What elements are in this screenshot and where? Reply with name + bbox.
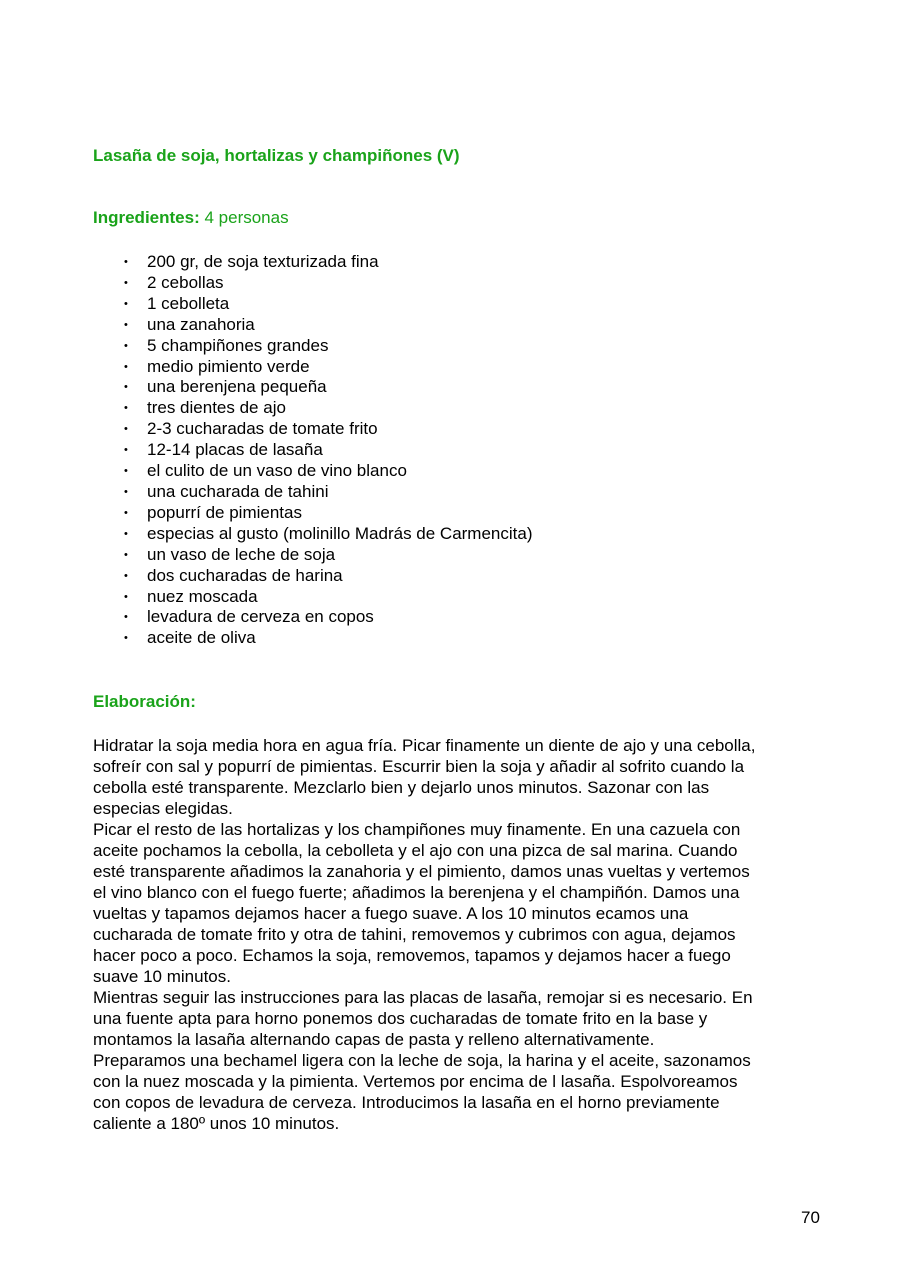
- ingredient-item: [124, 357, 533, 378]
- elaboration-line: Preparamos una bechamel ligera con la leche de soja, la harina y el aceite, sazonamos: [93, 1051, 751, 1070]
- ingredient-item: [124, 461, 533, 482]
- elaboration-heading: Elaboración:: [93, 692, 196, 711]
- elaboration-text: [93, 735, 755, 1134]
- bullet-icon: •: [124, 590, 128, 603]
- elaboration-line: el vino blanco con el fuego fuerte; añadimos la berenjena y el champiñón. Damos una: [93, 883, 740, 902]
- ingredient-item: [124, 336, 533, 357]
- bullet-icon: •: [124, 444, 128, 457]
- ingredients-heading: [93, 208, 289, 228]
- ingredient-item: [124, 294, 533, 315]
- ingredient-text: 2-3 cucharadas de tomate frito: [147, 419, 378, 439]
- bullet-icon: •: [124, 506, 128, 519]
- ingredient-text: tres dientes de ajo: [147, 398, 286, 418]
- elaboration-line: Picar el resto de las hortalizas y los champiñones muy finamente. En una cazuela con: [93, 820, 741, 839]
- bullet-icon: •: [124, 402, 128, 415]
- ingredient-text: un vaso de leche de soja: [147, 544, 336, 564]
- bullet-icon: •: [124, 632, 128, 645]
- elaboration-line: cebolla esté transparente. Mezclarlo bien y dejarlo unos minutos. Sazonar con las: [93, 778, 710, 797]
- ingredient-text: popurrí de pimientas: [147, 502, 302, 522]
- elaboration-line: suave 10 minutos.: [93, 967, 231, 986]
- bullet-icon: •: [124, 360, 128, 373]
- ingredient-item: [124, 398, 533, 419]
- servings: 4 personas: [204, 208, 289, 227]
- elaboration-line: aceite pochamos la cebolla, la cebolleta y el ajo con una pizca de sal marina. Cuando: [93, 841, 738, 860]
- elaboration-line: montamos la lasaña alternando capas de pasta y relleno alternativamente.: [93, 1030, 655, 1049]
- bullet-icon: •: [124, 297, 128, 310]
- ingredient-item: [124, 587, 533, 608]
- ingredient-text: 12-14 placas de lasaña: [147, 440, 323, 460]
- ingredient-text: una berenjena pequeña: [147, 377, 327, 397]
- ingredients-label: Ingredientes:: [93, 208, 200, 227]
- bullet-icon: •: [124, 465, 128, 478]
- ingredient-item: [124, 628, 533, 649]
- bullet-icon: •: [124, 256, 128, 268]
- bullet-icon: •: [124, 276, 128, 289]
- ingredient-text: 2 cebollas: [147, 272, 224, 292]
- elaboration-line: con la nuez moscada y la pimienta. Vertemos por encima de l lasaña. Espolvoreamos: [93, 1072, 738, 1091]
- ingredient-text: una cucharada de tahini: [147, 481, 329, 501]
- ingredient-item: [124, 524, 533, 545]
- elaboration-line: sofreír con sal y popurrí de pimientas. Escurrir bien la soja y añadir al sofrito cuando la: [93, 757, 745, 776]
- ingredient-item: [124, 607, 533, 628]
- ingredient-text: 200 gr, de soja texturizada fina: [147, 252, 379, 271]
- ingredient-text: medio pimiento verde: [147, 356, 310, 376]
- bullet-icon: •: [124, 527, 128, 540]
- ingredient-item: [124, 566, 533, 587]
- bullet-icon: •: [124, 569, 128, 582]
- ingredient-text: dos cucharadas de harina: [147, 565, 343, 585]
- ingredient-item: [124, 419, 533, 440]
- ingredient-item: [124, 440, 533, 461]
- ingredient-item: [124, 482, 533, 503]
- ingredient-item: [124, 273, 533, 294]
- elaboration-line: hacer poco a poco. Echamos la soja, removemos, tapamos y dejamos hacer a fuego: [93, 946, 731, 965]
- bullet-icon: •: [124, 485, 128, 498]
- ingredient-text: nuez moscada: [147, 586, 258, 606]
- ingredient-text: aceite de oliva: [147, 628, 256, 648]
- page-number: 70: [801, 1208, 820, 1227]
- ingredient-item: [124, 315, 533, 336]
- elaboration-line: Hidratar la soja media hora en agua fría. Picar finamente un diente de ajo y una cebolla,: [93, 736, 756, 755]
- elaboration-line: esté transparente añadimos la zanahoria y el pimiento, damos unas vueltas y vertemos: [93, 862, 750, 881]
- ingredient-text: una zanahoria: [147, 314, 255, 334]
- ingredient-text: el culito de un vaso de vino blanco: [147, 461, 407, 481]
- bullet-icon: •: [124, 381, 128, 394]
- bullet-icon: •: [124, 339, 128, 352]
- bullet-icon: •: [124, 548, 128, 561]
- elaboration-line: vueltas y tapamos dejamos hacer a fuego suave. A los 10 minutos ecamos una: [93, 904, 689, 923]
- ingredient-item: [124, 545, 533, 566]
- elaboration-line: caliente a 180º unos 10 minutos.: [93, 1114, 340, 1133]
- bullet-icon: •: [124, 318, 128, 331]
- ingredient-item: [124, 252, 533, 273]
- ingredient-text: 5 champiñones grandes: [147, 335, 329, 355]
- elaboration-line: cucharada de tomate frito y otra de tahini, removemos y cubrimos con agua, dejamos: [93, 925, 736, 944]
- ingredient-item: [124, 503, 533, 524]
- ingredients-list: [124, 252, 533, 649]
- recipe-title: Lasaña de soja, hortalizas y champiñones (V): [93, 146, 460, 165]
- elaboration-line: especias elegidas.: [93, 799, 233, 818]
- elaboration-line: con copos de levadura de cerveza. Introducimos la lasaña en el horno previamente: [93, 1093, 720, 1112]
- bullet-icon: •: [124, 423, 128, 436]
- elaboration-line: una fuente apta para horno ponemos dos cucharadas de tomate frito en la base y: [93, 1009, 708, 1028]
- ingredient-item: [124, 377, 533, 398]
- ingredient-text: levadura de cerveza en copos: [147, 607, 374, 627]
- elaboration-line: Mientras seguir las instrucciones para las placas de lasaña, remojar si es necesario. En: [93, 988, 753, 1007]
- ingredient-text: 1 cebolleta: [147, 293, 230, 313]
- ingredient-text: especias al gusto (molinillo Madrás de Carmencita): [147, 523, 533, 543]
- bullet-icon: •: [124, 611, 128, 624]
